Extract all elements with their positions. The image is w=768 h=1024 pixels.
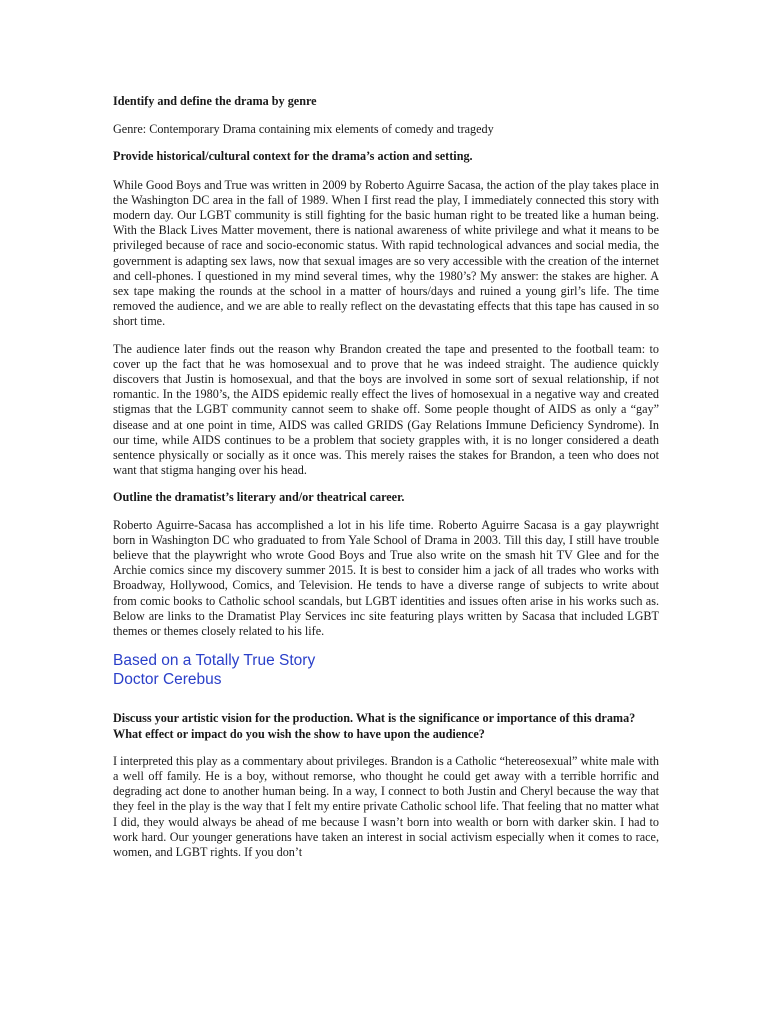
play-links [113,651,659,689]
vision-paragraph: I interpreted this play as a commentary about privileges. Brandon is a Catholic “hetereosexual” white male with a well off family. He is a boy, without remorse, who thought he could get away with a terrible horrific and degrading act done to another human being. In a way, I connect to both Justin and Cheryl because the way that they feel in the play is the way that I felt my entire private Catholic school life. That feeling that no matter what I did, they would always be ahead of me because I wasn’t born into wealth or born with darker skin. I had to work hard. Our younger generations have taken an interest in social activism especially when it comes to race, women, and LGBT rights. If you don’t [113,753,659,859]
link-based-on-a-totally-true-story[interactable]: Based on a Totally True Story [113,652,316,670]
genre-paragraph: Genre: Contemporary Drama containing mix elements of comedy and tragedy [113,122,494,137]
link-doctor-cerebus[interactable]: Doctor Cerebus [113,671,222,689]
career-heading: Outline the dramatist’s literary and/or theatrical career. [113,490,405,505]
vision-heading: Discuss your artistic vision for the production. What is the significance or importance of this drama? What effect or impact do you wish the show to have upon the audience? [113,711,636,741]
context-paragraph-1: While Good Boys and True was written in 2009 by Roberto Aguirre Sacasa, the action of the play takes place in the Washington DC area in the fall of 1989. When I first read the play, I immediately connected this story with modern day. Our LGBT community is still fighting for the basic human right to be treated like a human being. With the Black Lives Matter movement, there is national awareness of white privilege and what it means to be privileged because of race and socio-economic status. With rapid technological advances and social media, the government is adapting sex laws, now that sexual images are so very accessible with the creation of the internet and cell-phones. I questioned in my mind several times, why the 1980’s? My answer: the stakes are higher. A sex tape making the rounds at the school in a matter of hours/days and ruined a young girl’s life. The time removed the audience, and we are able to really reflect on the devastating effects that this tape has caused in so short time. [113,177,659,329]
context-heading: Provide historical/cultural context for the drama’s action and setting. [113,149,473,164]
genre-heading: Identify and define the drama by genre [113,94,317,108]
career-paragraph: Roberto Aguirre-Sacasa has accomplished a lot in his life time. Roberto Aguirre Sacasa is a gay playwright born in Washington DC who graduated to from Yale School of Drama in 2003. Till this day, I still have trouble believe that the playwright who wrote Good Boys and True also write on the smash hit TV Glee and for the Archie comics since my discovery summer 2015. It is best to consider him a jack of all trades who works with Broadway, Hollywood, Comics, and Television. He tends to have a diverse range of subjects to write about from comic books to Catholic school scandals, but LGBT identities and issues often arise in his works such as. Below are links to the Dramatist Play Services inc site featuring plays written by Sacasa that included LGBT themes or themes closely related to his life. [113,517,659,639]
document-page [113,94,659,872]
context-paragraph-2: The audience later finds out the reason why Brandon created the tape and presented to the football team: to cover up the fact that he was homosexual and to prove that he was indeed straight. The audience quickly discovers that Justin is homosexual, and that the boys are involved in some sort of sexual relationship, if not romantic. In the 1980’s, the AIDS epidemic really effect the lives of homosexual in a negative way and created stigmas that the LGBT community cannot seem to shake off. Some people thought of AIDS as only a “gay” disease and at one point in time, AIDS was called GRIDS (Gay Relations Immune Deficiency Syndrome). In our time, while AIDS continues to be a problem that society grapples with, it is no longer considered a death sentence physically or socially as it once was. This merely raises the stakes for Brandon, a teen who does not want that stigma hanging over his head. [113,341,659,478]
